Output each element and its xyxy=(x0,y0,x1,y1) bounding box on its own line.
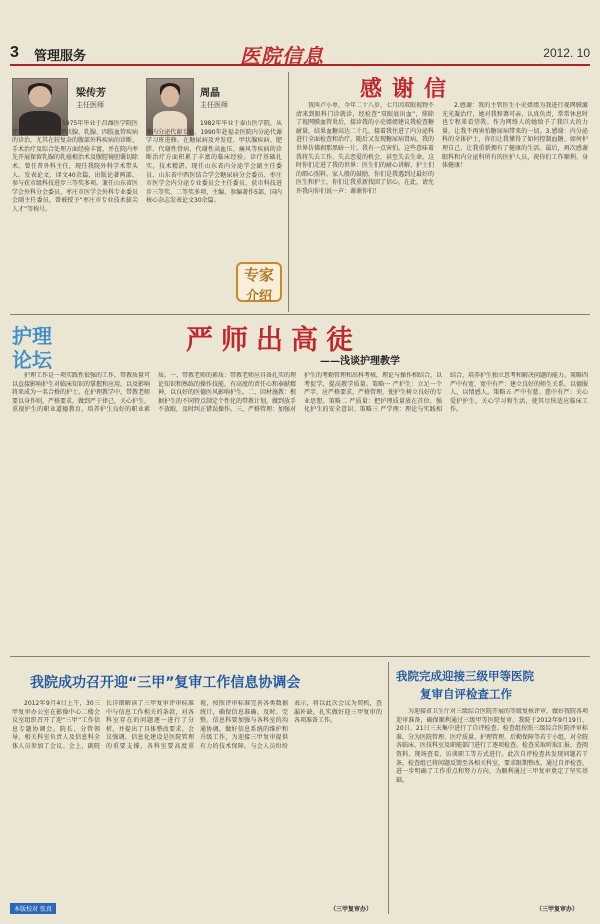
expert-role-liang: 主任医师 xyxy=(76,101,104,109)
expert-bio-liang: 1975年毕业于昌潍医学院医疗系，擅长腹部、甲状腺、乳腺、四肢血管疾病的诊治，尤其在较复杂的腹部外科疾病的诊断、手术治疗及综合处理方面经验丰富，并在院内率先开展保留乳腺的乳癌根治术及腹腔镜胆囊切除术。曾任普外科主任，现任我院外科学术带头人。发表论文、译文40余篇，出版论著两部，参与获市级科技进步三等奖多项。兼任山东省医学会外科分会委员、枣庄市医学会外科专业委员会副主任委员，曾被授予“枣庄市专业技术拔尖人才”等称号。 xyxy=(12,120,138,213)
review-headline: 我院成功召开迎“三甲”复审工作信息协调会 xyxy=(30,675,301,691)
section-divider-2 xyxy=(10,656,590,657)
expert-name-liang: 梁传芳 xyxy=(76,88,106,99)
expert-name-zhou: 周晶 xyxy=(200,88,220,99)
section-divider xyxy=(10,314,590,315)
nursing-headline: 严师出高徒 xyxy=(186,325,361,356)
thanks-title: 感谢信 xyxy=(360,76,457,102)
selfcheck-headline-1: 我院完成迎接三级甲等医院 xyxy=(396,669,534,683)
review-body: 2012年9月4日上午，30三甲复审办公室在影像中心二楼会议室组织召开了迎“三甲”工作信息专题协调会，院长、分管领导、相关科室负责人及信息科全体人员参加了会议。会上，副院长详细解读了三甲复审评审标准中与信息工作相关的条款，对各科室存在的问题逐一进行了分析，并提出了具体整改要求。会议强调，信息化建设是医院管理的重要支撑，各科室要高度重视，按照评审标准完善各类数据统计，确保信息准确、及时、完整。信息科要加强与各科室的沟通协调，做好信息系统的维护和升级工作，为迎接三甲复审提供有力的技术保障。与会人员纷纷表示，将以此次会议为契机，查漏补缺，扎实做好迎三甲复审的各项准备工作。 xyxy=(12,700,382,750)
section-title: 管理服务 xyxy=(34,49,87,64)
proofreader-tag: 本版校对 张真 xyxy=(10,903,56,914)
nursing-label-line1: 护理 xyxy=(12,324,52,348)
page-number: 3 xyxy=(10,44,19,61)
nursing-body: 护理工作是一项实践性很强的工作，带教质量可以直接影响护生对临床知识的掌握和应用，以及影响将来成为一名合格的护士。在护理教学中，带教老师要以身作则，严格要求，做到严于律己，关心护生，重视护生的职业道德教育，培养护生良好的职业素质。一、带教老师的素质：带教老师应具备扎实的理论知识和熟练的操作技能，有高度的责任心和奉献精神，以良好的医德医风影响护生。二、因材施教：根据护生的不同特点制定个性化的带教计划，做到放手不放眼，及时纠正错误操作。三、严格管理：加强对护生的考勤管理和出科考核，理论与操作相结合，以考促学，提高教学质量。策略一 严护生：立足一个严字，应严格要求、严格管理，使护生树立良好的专业思想。策略二 严质量：把护理质量放在首位，强化护生的安全意识。策略三 严学理：理论与实践相结合，培养护生独立思考和解决问题的能力。策略四 严中有宽、宽中有严：建立良好的师生关系，以德服人，以情感人。策略五 严中有慈、慈中有严：关心爱护护生，关心学习和生活，使其尽快适应临床工作。 xyxy=(12,372,588,414)
expert-intro-badge xyxy=(236,262,282,302)
column-divider-2 xyxy=(388,662,389,914)
selfcheck-headline-2: 复审自评检查工作 xyxy=(420,687,512,701)
selfcheck-source: （三甲复审办） xyxy=(536,906,579,913)
badge-line2: 介绍 xyxy=(245,289,272,304)
thanks-col1: 我叫卢小单，今年二十八岁，七月因双眼视物不清来到眼科门诊就诊，经检查“双眼底出血”，排除了视网膜血管炎后，接诊我的小史姐姐建议我检查糖耐量，结果血糖高达二十几，接着我住进了内分泌科进行全面检查和治疗，随后又发现糖尿病肾病，我的世界仿佛刹那黑暗一片，我有一点害怕。这些意味着我将失去工作、失去恋爱的机会，甚至失去生命，这时你们走进了我的世界：医生们的耐心讲解、护士们的细心照料、家人般的鼓励，你们是我遇到过最好的医生和护士，你们让我重新找回了信心。在此，请允许我向你们说一声：谢谢你们！ xyxy=(296,102,434,195)
masthead-logo: 医院信息 xyxy=(240,44,324,68)
review-source: （三甲复审办） xyxy=(330,906,373,913)
thanks-col2: 2.感谢：我的主管医生小史姐姐为我进行视网膜激光光凝治疗，她对我和蔼可亲、认真负责，常常休息时也专程来看望我。作为网络人的她给予了我巨大的力量，让我不再害怕糖尿病带来的一切。3.感谢：内分泌科的全体护士，你们让我懂得了如何控制血糖、如何护理自己，让我重新拥有了健康的生活。最后，再次感谢眼科和内分泌科所有的医护人员，祝你们工作顺利、身体健康！ xyxy=(442,102,588,170)
selfcheck-body: 为迎接省卫生厅对三级综合医院开展的等级复核评审，做好我院各项迎审准备，确保顺利通过三级甲等医院复审，我院于2012年9月19日、20日、21日三天集中进行了自评检查。检查组按照三级综合医院评审标准，分为医院管理、医疗质量、护理管理、后勤保障等若干小组，对全院各临床、医技科室及职能部门进行了逐项检查。检查采取听取汇报、查阅资料、现场查看、访谈职工等方式进行。此次自评检查共发现问题若干条，检查组已将问题反馈至各相关科室，要求限期整改。通过自评检查，进一步明确了工作重点和努力方向，为顺利通过三甲复审奠定了坚实基础。 xyxy=(396,708,588,784)
nursing-label-line2: 论坛 xyxy=(12,348,52,372)
nursing-subhead: ——浅谈护理教学 xyxy=(320,356,400,367)
nursing-forum-label xyxy=(12,320,80,370)
expert-bio-zhou: 1982年毕业于泰山医学院，从事内分泌代谢专业，1990年赴福金医院内分泌代谢学习班进修，在糖尿病及并发症、甲状腺疾病、肥胖、代谢性骨病、代谢性高血压、痛风等疾病的诊断治疗方面积累了丰富的临床经验。诊疗基础扎实，技术精湛。现任山东省内分泌学会副主任委员、山东省中西医结合学会糖尿病分会委员、枣庄市医学会内分泌专业委员会主任委员，获市科技进步三等奖、二等奖多项，主编、参编著作5部，国内核心杂志发表论文30余篇。 xyxy=(146,120,282,205)
column-divider xyxy=(288,72,289,312)
page-header xyxy=(10,40,590,66)
expert-role-zhou: 主任医师 xyxy=(200,101,228,109)
issue-date: 2012. 10 xyxy=(543,46,590,60)
badge-line1: 专家 xyxy=(243,266,274,284)
